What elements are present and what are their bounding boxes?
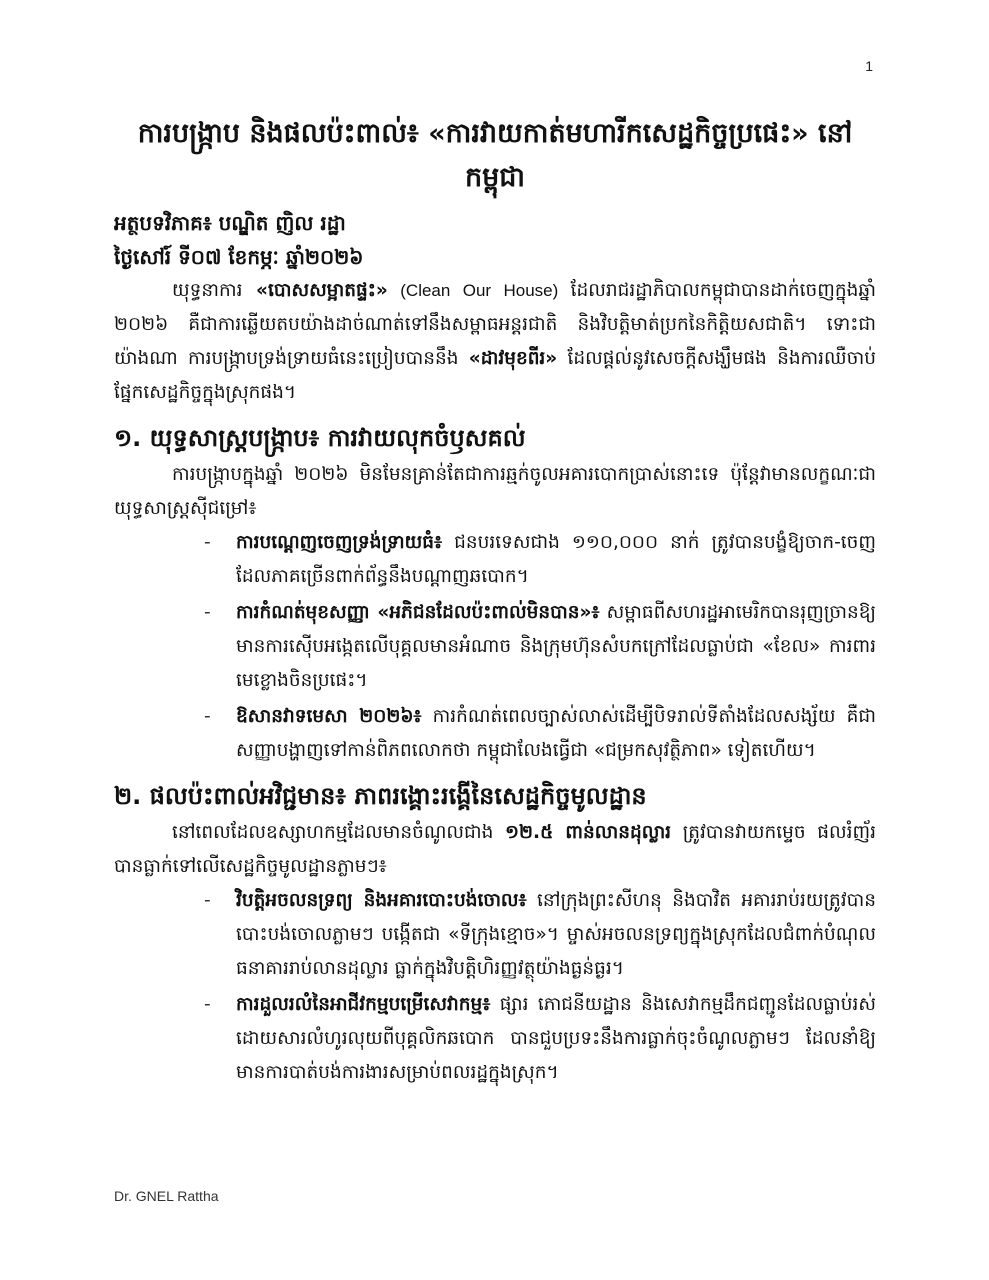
section-1-bullet-list: [114, 526, 876, 768]
list-item: [204, 700, 876, 768]
bullet-title: ការកំណត់មុខសញ្ញា «អភិជនដែលប៉ះពាល់មិនបាន»៖: [236, 602, 600, 623]
section-2-bullet-list: [114, 884, 876, 1090]
list-item: [204, 526, 876, 594]
section-2-heading: ២. ផលប៉ះពាល់អវិជ្ជមាន៖ ភាពរង្គោះរង្គើនៃសេដ្ឋកិច្ចមូលដ្ឋាន: [114, 782, 647, 810]
document-body: [114, 112, 876, 1092]
bullet-text: នៅក្រុងព្រះសីហនុ និងបាវិត អគាររាប់រយត្រូវបានបោះបង់ចោលភ្លាមៗ បង្កើតជា «ទីក្រុងខ្មោច»។ ម្ចាស់អចលនទ្រព្យក្នុងស្រុកដែលជំពាក់បំណុលធនាគាររាប់លានដុល្លារ ធ្លាក់ក្នុងវិបត្តិហិរញ្ញវត្ថុយ៉ាងធ្ងន់ធ្ងរ។: [236, 890, 876, 979]
bullet-title: វិបត្តិអចលនទ្រព្យ និងអគារបោះបង់ចោល៖: [236, 890, 527, 911]
list-item: [204, 596, 876, 698]
date-line: ថ្ងៃសៅរ៍ ទី០៧ ខែកម្ភៈ ឆ្នាំ២០២៦: [114, 245, 364, 269]
page-number: 1: [865, 58, 873, 74]
bullet-text: ការកំណត់ពេលច្បាស់លាស់ដើម្បីបិទរាល់ទីតាំងដែលសង្ស័យ គឺជាសញ្ញាបង្ហាញទៅកាន់ពិភពលោកថា កម្ពុជាលែងធ្វើជា «ជម្រកសុវត្ថិភាព» ទៀតហើយ។: [236, 706, 876, 761]
section-1-heading: ១. យុទ្ធសាស្ត្របង្ក្រាប៖ ការវាយលុកចំឫសគល់: [114, 424, 526, 452]
list-item: [204, 884, 876, 986]
author-line: អត្ថបទវិភាគ៖ បណ្ឌិត ញិល រដ្ឋា: [114, 211, 346, 235]
bullet-dash: -: [204, 890, 211, 911]
revenue-figure: ១២.៥ ពាន់លានដុល្លារ: [505, 822, 672, 843]
campaign-english-name: (Clean Our House): [387, 281, 571, 300]
campaign-name: «បោសសម្អាតផ្ទះ»: [256, 280, 388, 301]
intro-paragraph: [114, 274, 876, 410]
bullet-title: ការដួលរលំនៃអាជីវកម្មបម្រើសេវាកម្ម៖: [236, 994, 491, 1015]
bullet-dash: -: [204, 706, 211, 727]
intro-text-2: ដែលរាជរដ្ឋាភិបាលកម្ពុជាបានដាក់ចេញក្នុងឆ្នាំ ២០២៦ គឺជាការឆ្លើយតបយ៉ាងដាច់ណាត់ទៅនឹងសម្ពាធអន្តរជាតិ និងវិបត្តិមាត់ប្រកនៃកិត្តិយសជាតិ។ ទោះជាយ៉ាងណា ការបង្ក្រាបទ្រង់ទ្រាយធំនេះប្រៀបបាននឹង: [114, 280, 876, 369]
intro-text-3: ដែលផ្តល់នូវសេចក្តីសង្ឃឹមផង និងការឈឺចាប់ផ្នែកសេដ្ឋកិច្ចក្នុងស្រុកផង។: [114, 348, 876, 403]
document-title: ការបង្ក្រាប និងផលប៉ះពាល់៖ «ការវាយកាត់មហារីកសេដ្ឋកិច្ចប្រផេះ» នៅកម្ពុជា: [137, 118, 853, 193]
bullet-text: សម្ពាធពីសហរដ្ឋអាមេរិកបានរុញច្រានឱ្យមានការស៊ើបអង្កេតលើបុគ្គលមានអំណាច និងក្រុមហ៊ុនសំបកក្រៅដែលធ្លាប់ជា «ខែល» ការពារមេខ្លោងចិនប្រផេះ។: [236, 602, 876, 691]
bullet-dash: -: [204, 994, 211, 1015]
bullet-dash: -: [204, 532, 211, 553]
bullet-text: ជនបរទេសជាង ១១០,០០០ នាក់ ត្រូវបានបង្ខំឱ្យចាក-ចេញ ដែលភាគច្រើនពាក់ព័ន្ធនឹងបណ្តាញឆបោក។: [236, 532, 876, 587]
bullet-text: ផ្សារ ភោជនីយដ្ឋាន និងសេវាកម្មដឹកជញ្ជូនដែលធ្លាប់រស់ដោយសារលំហូរលុយពីបុគ្គលិកឆបោក បានជួបប្រទះនឹងការធ្លាក់ចុះចំណូលភ្លាមៗ ដែលនាំឱ្យមានការបាត់បង់ការងារសម្រាប់ពលរដ្ឋក្នុងស្រុក។: [236, 994, 876, 1083]
list-item: [204, 988, 876, 1090]
double-edge-phrase: «ដាវមុខពីរ»: [468, 348, 558, 369]
section-2-paragraph: [114, 816, 876, 884]
section-2-text-2: ត្រូវបានវាយកម្ទេច ផលរំញ័របានធ្លាក់ទៅលើសេដ្ឋកិច្ចមូលដ្ឋានភ្លាមៗ៖: [114, 822, 876, 877]
bullet-title: ការបណ្តេញចេញទ្រង់ទ្រាយធំ៖: [236, 532, 443, 553]
section-2-text-1: នៅពេលដែលឧស្សាហកម្មដែលមានចំណូលជាង: [172, 822, 506, 843]
bullet-title: ឱសានវាទមេសា ២០២៦៖: [236, 706, 422, 727]
bullet-dash: -: [204, 602, 211, 623]
intro-text-1: យុទ្ធនាការ: [172, 280, 257, 301]
section-1-paragraph: ការបង្ក្រាបក្នុងឆ្នាំ ២០២៦ មិនមែនគ្រាន់តែជាការឆ្មក់ចូលអគារបោកប្រាស់នោះទេ ប៉ុន្តែវាមានលក្ខណៈជាយុទ្ធសាស្ត្រស៊ីជម្រៅ៖: [114, 464, 876, 519]
footer-author: Dr. GNEL Rattha: [114, 1188, 219, 1204]
